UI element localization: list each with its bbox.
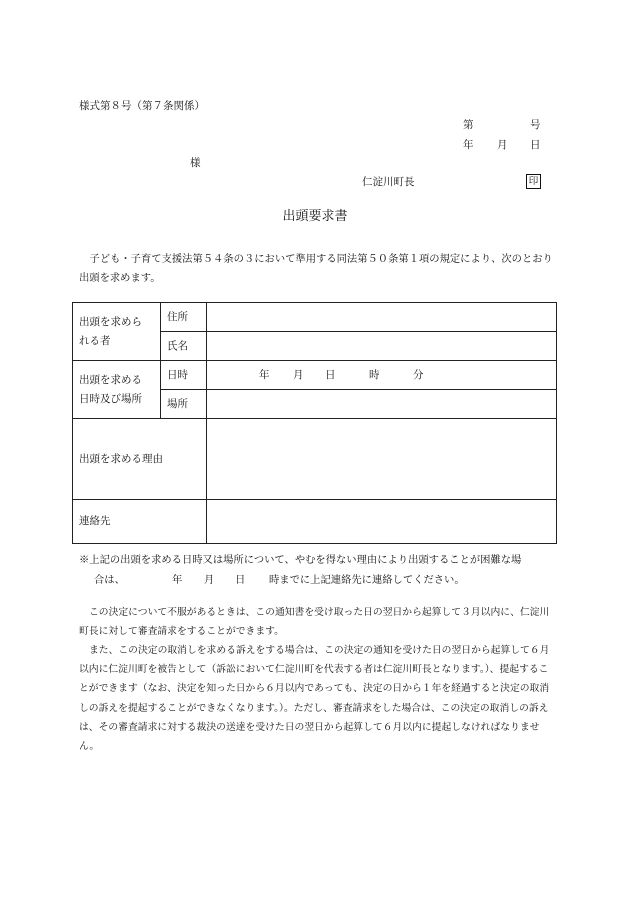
lawsuit-notice: また、この決定の取消しを求める訴えをする場合は、この決定の通知を受けた日の翌日から起算して６月以内に仁淀川町を被告として（訴訟において仁淀川町を代表する者は仁淀川町長となります。）、提起することができます（なお、決定を知った日から６月以内であっても、決定の日から１年を経過すると決定の取消しの訴えを提起することができなくなります。）。ただし、審査請求をした場合は、この決定の取消しの訴えは、その審査請求に対する裁決の送達を受けた日の翌日から起算して６月以内に提起しなければなりません。 bbox=[79, 645, 550, 753]
name-label: 氏名 bbox=[161, 332, 207, 361]
place-field[interactable] bbox=[207, 390, 557, 419]
date-year-label: 年 bbox=[463, 139, 474, 151]
address-field[interactable] bbox=[207, 303, 557, 332]
dt-minute-label: 分 bbox=[413, 369, 424, 381]
datetime-place-label bbox=[73, 361, 161, 419]
date-month-label: 月 bbox=[497, 139, 508, 151]
addressee-suffix: 様 bbox=[190, 157, 201, 169]
intro-paragraph: 子ども・子育て支援法第５４条の３において準用する同法第５０条第１項の規定により、次のとおり出頭を求めます。 bbox=[79, 253, 553, 284]
seal-mark: 印 bbox=[526, 174, 541, 189]
table-row-contact bbox=[73, 500, 557, 544]
document-title: 出頭要求書 bbox=[282, 209, 348, 224]
doc-number-prefix: 第 bbox=[463, 119, 474, 131]
note1-day: 日 bbox=[235, 574, 246, 586]
doc-number-suffix: 号 bbox=[530, 119, 541, 131]
datetime-label: 日時 bbox=[161, 361, 207, 390]
reason-field[interactable] bbox=[207, 419, 557, 500]
dt-hour-label: 時 bbox=[369, 369, 380, 381]
form-number: 様式第８号（第７条関係） bbox=[79, 100, 205, 112]
note1-line1: ※上記の出頭を求める日時又は場所について、やむを得ない理由により出頭することが困難な場 bbox=[79, 554, 522, 566]
note1-line2 bbox=[79, 570, 559, 590]
note1-year: 年 bbox=[172, 574, 183, 586]
address-label: 住所 bbox=[161, 303, 207, 332]
dt-year-label: 年 bbox=[259, 369, 270, 381]
note1-tail: 時までに上記連絡先に連絡してください。 bbox=[269, 574, 465, 586]
person-label bbox=[73, 303, 161, 361]
issuer-name: 仁淀川町長 bbox=[362, 176, 415, 188]
contact-label: 連絡先 bbox=[73, 500, 207, 544]
datetime-place-label-text: 出頭を求める日時及び場所 bbox=[79, 373, 142, 405]
note1-case: 合は、 bbox=[94, 574, 125, 586]
place-label: 場所 bbox=[161, 390, 207, 419]
table-row-address bbox=[73, 303, 557, 332]
reason-label: 出頭を求める理由 bbox=[73, 419, 207, 500]
dt-month-label: 月 bbox=[293, 369, 304, 381]
request-form-table bbox=[72, 302, 557, 544]
name-field[interactable] bbox=[207, 332, 557, 361]
note1-month: 月 bbox=[204, 574, 215, 586]
contact-field[interactable] bbox=[207, 500, 557, 544]
table-row-reason bbox=[73, 419, 557, 500]
person-label-text: 出頭を求められる者 bbox=[79, 315, 142, 347]
review-request-notice: この決定について不服があるときは、この通知書を受け取った日の翌日から起算して３月以内に、仁淀川町長に対して審査請求をすることができます。 bbox=[79, 607, 550, 637]
dt-day-label: 日 bbox=[325, 369, 336, 381]
date-day-label: 日 bbox=[530, 139, 541, 151]
table-row-datetime bbox=[73, 361, 557, 390]
datetime-field[interactable] bbox=[207, 361, 557, 390]
contact-deadline-note bbox=[79, 550, 559, 590]
